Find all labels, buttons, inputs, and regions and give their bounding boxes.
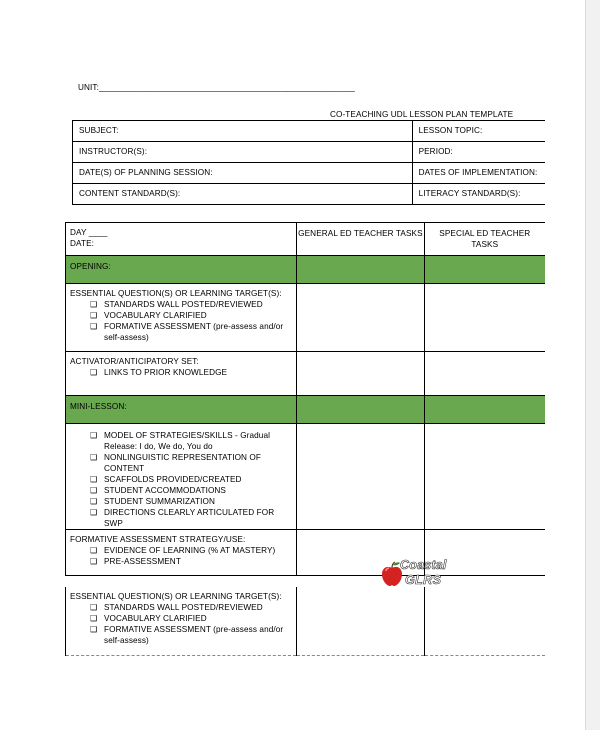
period-cell[interactable]: PERIOD: [412, 142, 545, 163]
checklist-item[interactable]: ❑ STANDARDS WALL POSTED/REVIEWED [90, 300, 263, 309]
checklist-item[interactable]: ❑ PRE-ASSESSMENT [90, 557, 181, 566]
info-row [73, 142, 546, 163]
gen-ed-header: GENERAL ED TEACHER TASKS [297, 223, 424, 256]
sped-cell[interactable] [424, 352, 545, 396]
sped-cell[interactable] [424, 587, 545, 655]
checklist-item[interactable]: ❑ SCAFFOLDS PROVIDED/CREATED [90, 475, 242, 484]
checklist-item[interactable]: ❑ VOCABULARY CLARIFIED [90, 614, 207, 623]
gen-ed-cell[interactable] [297, 587, 424, 655]
checklist-item[interactable]: ❑ DIRECTIONS CLEARLY ARTICULATED FOR SWP [90, 508, 275, 528]
content-standards-cell[interactable]: CONTENT STANDARD(S): [73, 184, 413, 205]
checkbox-icon[interactable]: ❑ [90, 368, 98, 377]
activator-title: ACTIVATOR/ANTICIPATORY SET: [70, 357, 199, 366]
checkbox-icon[interactable]: ❑ [90, 300, 98, 309]
lesson-plan-table [65, 222, 545, 576]
checkbox-icon[interactable]: ❑ [90, 497, 98, 506]
day-label: DAY ____ [70, 228, 108, 237]
checkbox-icon[interactable]: ❑ [90, 546, 98, 555]
checkbox-icon[interactable]: ❑ [90, 625, 98, 634]
column-header-row [66, 223, 546, 256]
logo-line-1: Coastal [400, 558, 447, 572]
day-date-cell[interactable] [66, 223, 297, 256]
literacy-standards-cell[interactable]: LITERACY STANDARD(S): [412, 184, 545, 205]
info-row [73, 163, 546, 184]
gen-ed-cell[interactable] [297, 424, 424, 530]
info-row [73, 184, 546, 205]
lesson-info-table [72, 120, 545, 205]
activator-row [66, 352, 546, 396]
subject-cell[interactable]: SUBJECT: [73, 121, 413, 142]
essential-question-row [66, 587, 546, 655]
info-row [73, 121, 546, 142]
unit-line: UNIT:_______________________________________________________ [78, 83, 355, 92]
checklist-item[interactable]: ❑ FORMATIVE ASSESSMENT (pre-assess and/or self-assess) [90, 322, 284, 342]
opening-row [66, 256, 546, 284]
document-title: CO-TEACHING UDL LESSON PLAN TEMPLATE [330, 110, 514, 119]
essential-question-row [66, 284, 546, 352]
sped-cell[interactable] [424, 424, 545, 530]
formative-assessment-row [66, 530, 546, 576]
checklist-item[interactable]: ❑ STUDENT SUMMARIZATION [90, 497, 215, 506]
checkbox-icon[interactable]: ❑ [90, 603, 98, 612]
formative-assessment-title: FORMATIVE ASSESSMENT STRATEGY/USE: [70, 535, 246, 544]
checklist-item[interactable]: ❑ EVIDENCE OF LEARNING (% AT MASTERY) [90, 546, 276, 555]
checkbox-icon[interactable]: ❑ [90, 311, 98, 320]
lesson-plan-table-page-2 [65, 587, 545, 656]
checkbox-icon[interactable]: ❑ [90, 508, 98, 517]
gen-ed-cell[interactable] [297, 284, 424, 352]
mini-lesson-items-row [66, 424, 546, 530]
checklist-item[interactable]: ❑ STUDENT ACCOMMODATIONS [90, 486, 226, 495]
checkbox-icon[interactable]: ❑ [90, 557, 98, 566]
opening-label: OPENING: [66, 256, 297, 284]
checkbox-icon[interactable]: ❑ [90, 322, 98, 331]
sped-cell[interactable] [424, 284, 545, 352]
mini-lesson-row [66, 396, 546, 424]
implementation-dates-cell[interactable]: DATES OF IMPLEMENTATION: [412, 163, 545, 184]
checkbox-icon[interactable]: ❑ [90, 614, 98, 623]
checklist-item[interactable]: ❑ MODEL OF STRATEGIES/SKILLS - Gradual Release: I do, We do, You do [90, 431, 271, 451]
checklist-item[interactable]: ❑ VOCABULARY CLARIFIED [90, 311, 207, 320]
date-label: DATE: [70, 239, 95, 248]
checklist-item[interactable]: ❑ LINKS TO PRIOR KNOWLEDGE [90, 368, 228, 377]
scroll-gutter[interactable] [585, 0, 600, 730]
logo-line-2: GLRS [405, 573, 442, 587]
checkbox-icon[interactable]: ❑ [90, 453, 98, 462]
lesson-topic-cell[interactable]: LESSON TOPIC: [412, 121, 545, 142]
planning-dates-cell[interactable]: DATE(S) OF PLANNING SESSION: [73, 163, 413, 184]
instructors-cell[interactable]: INSTRUCTOR(S): [73, 142, 413, 163]
gen-ed-cell[interactable] [297, 352, 424, 396]
coastal-glrs-logo [381, 558, 451, 590]
checklist-item[interactable]: ❑ NONLINGUISTIC REPRESENTATION OF CONTENT [90, 453, 262, 473]
checklist-item[interactable]: ❑ STANDARDS WALL POSTED/REVIEWED [90, 603, 263, 612]
checkbox-icon[interactable]: ❑ [90, 486, 98, 495]
mini-lesson-label: MINI-LESSON: [66, 396, 297, 424]
checkbox-icon[interactable]: ❑ [90, 475, 98, 484]
essential-question-title: ESSENTIAL QUESTION(S) OR LEARNING TARGET(S): [70, 289, 282, 298]
sped-header: SPECIAL ED TEACHER TASKS [424, 223, 545, 256]
essential-question-title: ESSENTIAL QUESTION(S) OR LEARNING TARGET(S): [70, 592, 282, 601]
checklist-item[interactable]: ❑ FORMATIVE ASSESSMENT (pre-assess and/or self-assess) [90, 625, 284, 645]
checkbox-icon[interactable]: ❑ [90, 431, 98, 440]
